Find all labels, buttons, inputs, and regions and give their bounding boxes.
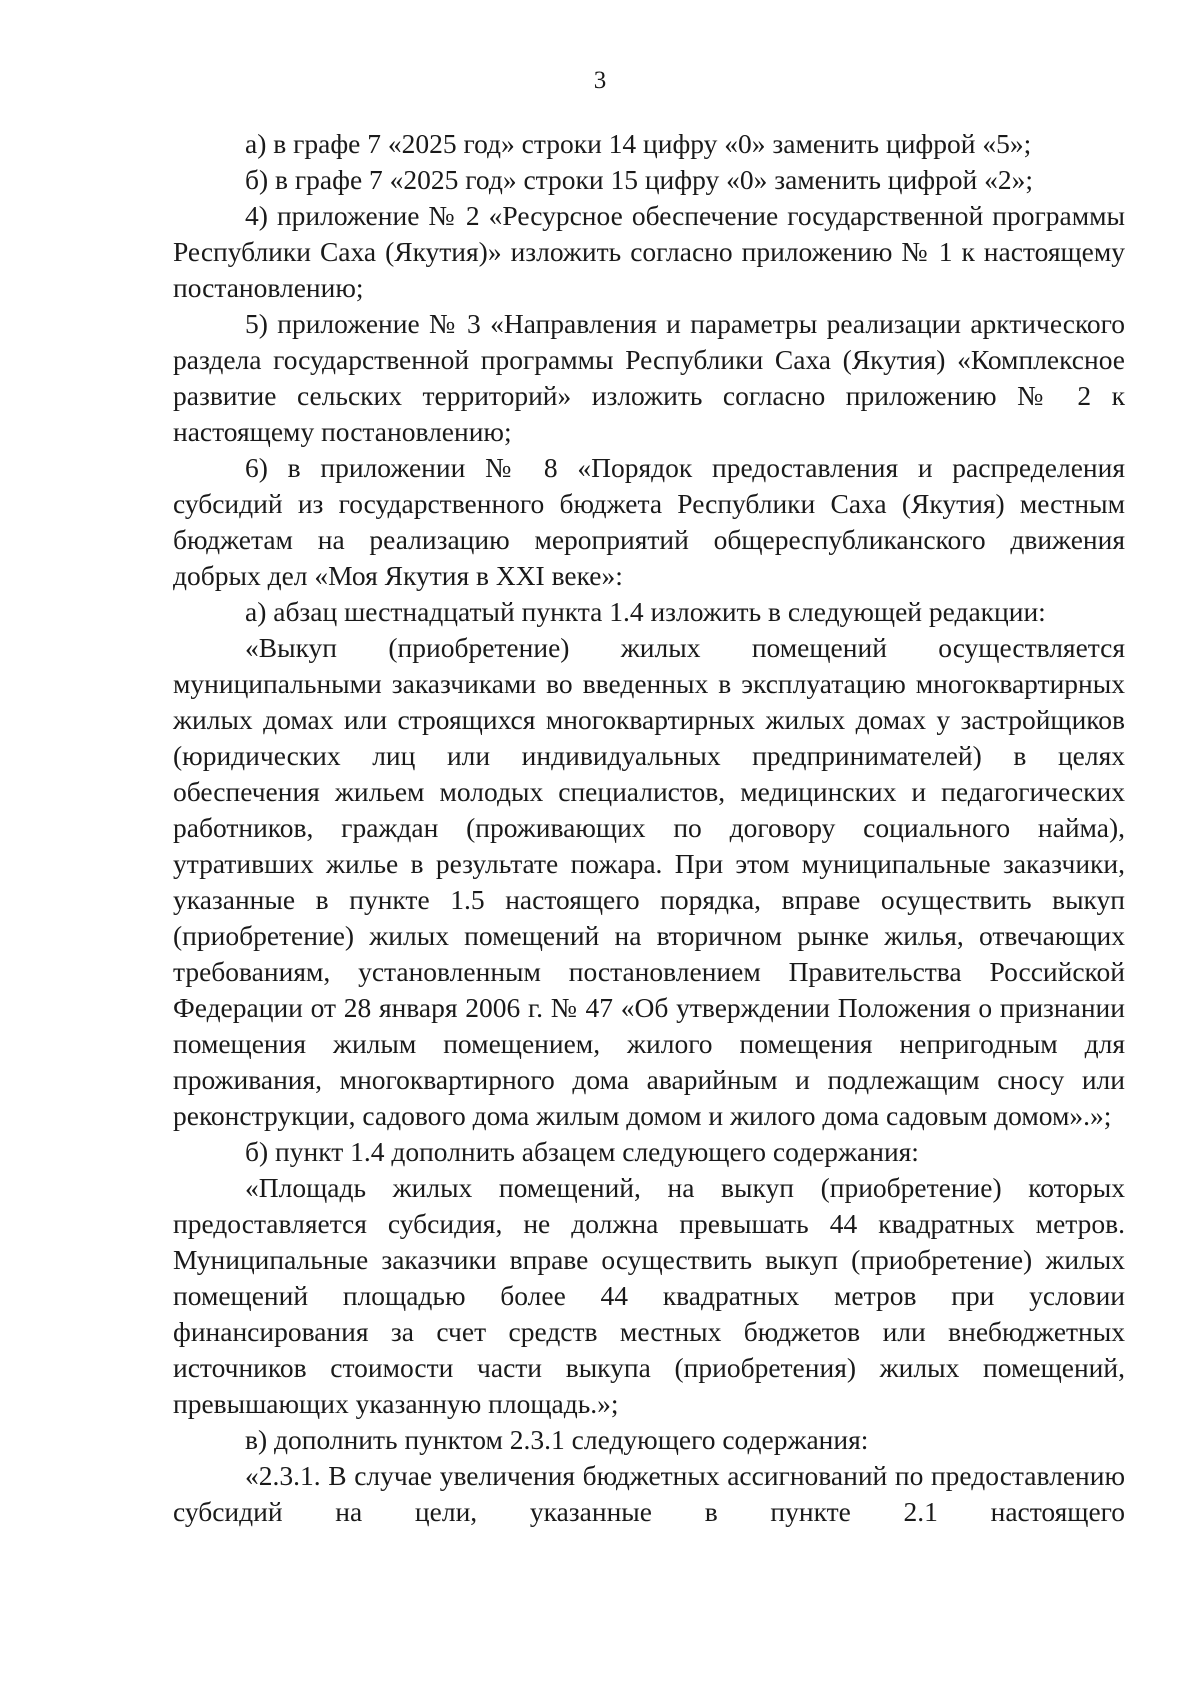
document-body [173, 126, 1125, 1530]
paragraph-item-5-appendix-3: 5) приложение № 3 «Направления и параметры реализации арктического раздела государственной программы Республики Саха (Якутия) «Комплексное развитие сельских территорий» изложить согласно приложению № 2 к настоящему постановлению; [173, 308, 1125, 447]
paragraph-item-a-row-14: а) в графе 7 «2025 год» строки 14 цифру «0» заменить цифрой «5»; [245, 128, 1032, 159]
paragraph-subitem-b-clause-1-4: б) пункт 1.4 дополнить абзацем следующего содержания: [245, 1136, 919, 1167]
paragraph-subitem-v-clause-2-3-1: в) дополнить пунктом 2.3.1 следующего содержания: [245, 1424, 869, 1455]
paragraph-quote-buyout: «Выкуп (приобретение) жилых помещений осуществляется муниципальными заказчиками во введенных в эксплуатацию многоквартирных жилых домах или строящихся многоквартирных жилых домах у застройщиков (юридических лиц или индивидуальных предпринимателей) в целях обеспечения жильем молодых специалистов, медицинских и педагогических работников, граждан (проживающих по договору социального найма), утративших жилье в результате пожара. При этом муниципальные заказчики, указанные в пункте 1.5 настоящего порядка, вправе осуществить выкуп (приобретение) жилых помещений на вторичном рынке жилья, отвечающих требованиям, установленным постановлением Правительства Российской Федерации от 28 января 2006 г. № 47 «Об утверждении Положения о признании помещения жилым помещением, жилого помещения непригодным для проживания, многоквартирного дома аварийным и подлежащим сносу или реконструкции, садового дома жилым домом и жилого дома садовым домом».»; [173, 632, 1125, 1131]
paragraph-item-6-appendix-8: 6) в приложении № 8 «Порядок предоставления и распределения субсидий из государственного бюджета Республики Саха (Якутия) местным бюджетам на реализацию мероприятий общереспубликанского движения добрых дел «Моя Якутия в XXI веке»: [173, 452, 1125, 591]
paragraph-subitem-a-clause-1-4: а) абзац шестнадцатый пункта 1.4 изложить в следующей редакции: [245, 596, 1046, 627]
paragraph-item-b-row-15: б) в графе 7 «2025 год» строки 15 цифру «0» заменить цифрой «2»; [245, 164, 1033, 195]
paragraph-quote-2-3-1: «2.3.1. В случае увеличения бюджетных ассигнований по предоставлению субсидий на цели, указанные в пункте 2.1 настоящего [173, 1460, 1125, 1527]
paragraph-quote-area: «Площадь жилых помещений, на выкуп (приобретение) которых предоставляется субсидия, не должна превышать 44 квадратных метров. Муниципальные заказчики вправе осуществить выкуп (приобретение) жилых помещений площадью более 44 квадратных метров при условии финансирования за счет средств местных бюджетов или внебюджетных источников стоимости части выкупа (приобретения) жилых помещений, превышающих указанную площадь.»; [173, 1172, 1125, 1419]
paragraph-item-4-appendix-2: 4) приложение № 2 «Ресурсное обеспечение государственной программы Республики Саха (Якутия)» изложить согласно приложению № 1 к настоящему постановлению; [173, 200, 1125, 303]
page-number: 3 [593, 67, 607, 94]
